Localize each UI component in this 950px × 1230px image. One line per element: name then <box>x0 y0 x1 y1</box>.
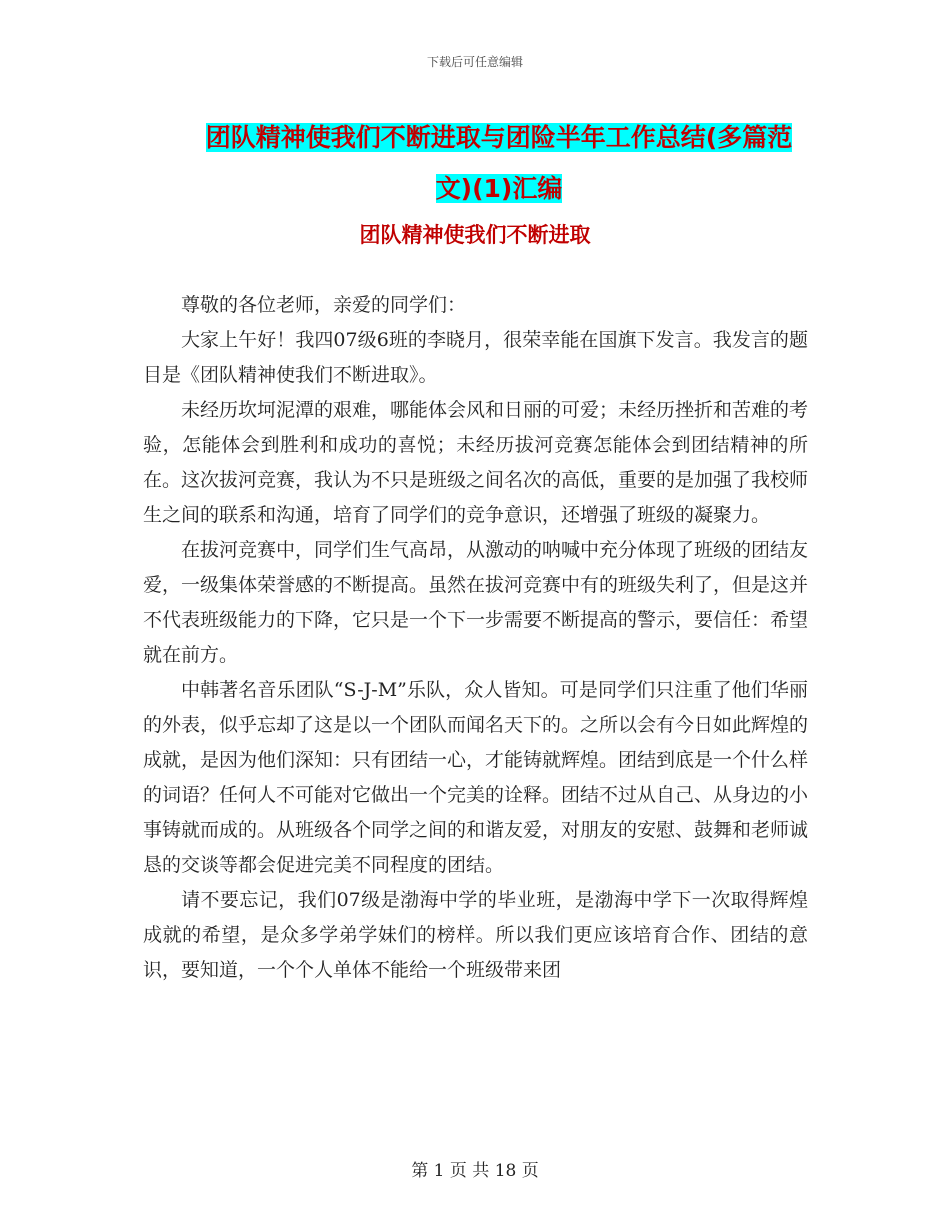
paragraph-salutation: 尊敬的各位老师，亲爱的同学们： <box>181 294 467 316</box>
paragraph: 中韩著名音乐团队“S-J-M”乐队，众人皆知。可是同学们只注重了他们华丽的外表，似乎忘却了这是以一个团队而闻名天下的。之所以会有今日如此辉煌的成就，是因为他们深知：只有团结一心，才能铸就辉煌。团结到底是一个什么样的词语？任何人不可能对它做出一个完美的诠释。团结不过从自己、从身边的小事铸就而成的。从班级各个同学之间的和谐友爱，对朋友的安慰、鼓舞和老师诚恳的交谈等都会促进完美不同程度的团结。 <box>143 679 809 876</box>
header-note: 下载后可任意编辑 <box>426 55 523 69</box>
paragraph: 大家上午好！我四07级6班的李晓月，很荣幸能在国旗下发言。我发言的题目是《团队精神使我们不断进取》。 <box>143 329 808 386</box>
document-title-line2: 文)(1)汇编 <box>435 174 563 203</box>
paragraph: 请不要忘记，我们07级是渤海中学的毕业班，是渤海中学下一次取得辉煌成就的希望，是众多学弟学妹们的榜样。所以我们更应该培育合作、团结的意识，要知道，一个个人单体不能给一个班级带来团 <box>143 889 808 981</box>
paragraph: 未经历坎坷泥潭的艰难，哪能体会风和日丽的可爱；未经历挫折和苦难的考验，怎能体会到胜利和成功的喜悦；未经历拔河竞赛怎能体会到团结精神的所在。这次拔河竞赛，我认为不只是班级之间名次的高低，重要的是加强了我校师生之间的联系和沟通，培育了同学们的竞争意识，还增强了班级的凝聚力。 <box>143 399 809 526</box>
paragraph: 在拔河竞赛中，同学们生气高昂，从激动的呐喊中充分体现了班级的团结友爱，一级集体荣誉感的不断提高。虽然在拔河竞赛中有的班级失利了，但是这并不代表班级能力的下降，它只是一个下一步需要不断提高的警示，要信任：希望就在前方。 <box>143 539 809 666</box>
section-title: 团队精神使我们不断进取 <box>359 223 591 247</box>
document-title <box>188 112 810 214</box>
document-body <box>143 288 808 988</box>
page-number-footer: 第 1 页 共 18 页 <box>411 1161 539 1181</box>
document-title-line1: 团队精神使我们不断进取与团险半年工作总结(多篇范 <box>205 123 793 152</box>
